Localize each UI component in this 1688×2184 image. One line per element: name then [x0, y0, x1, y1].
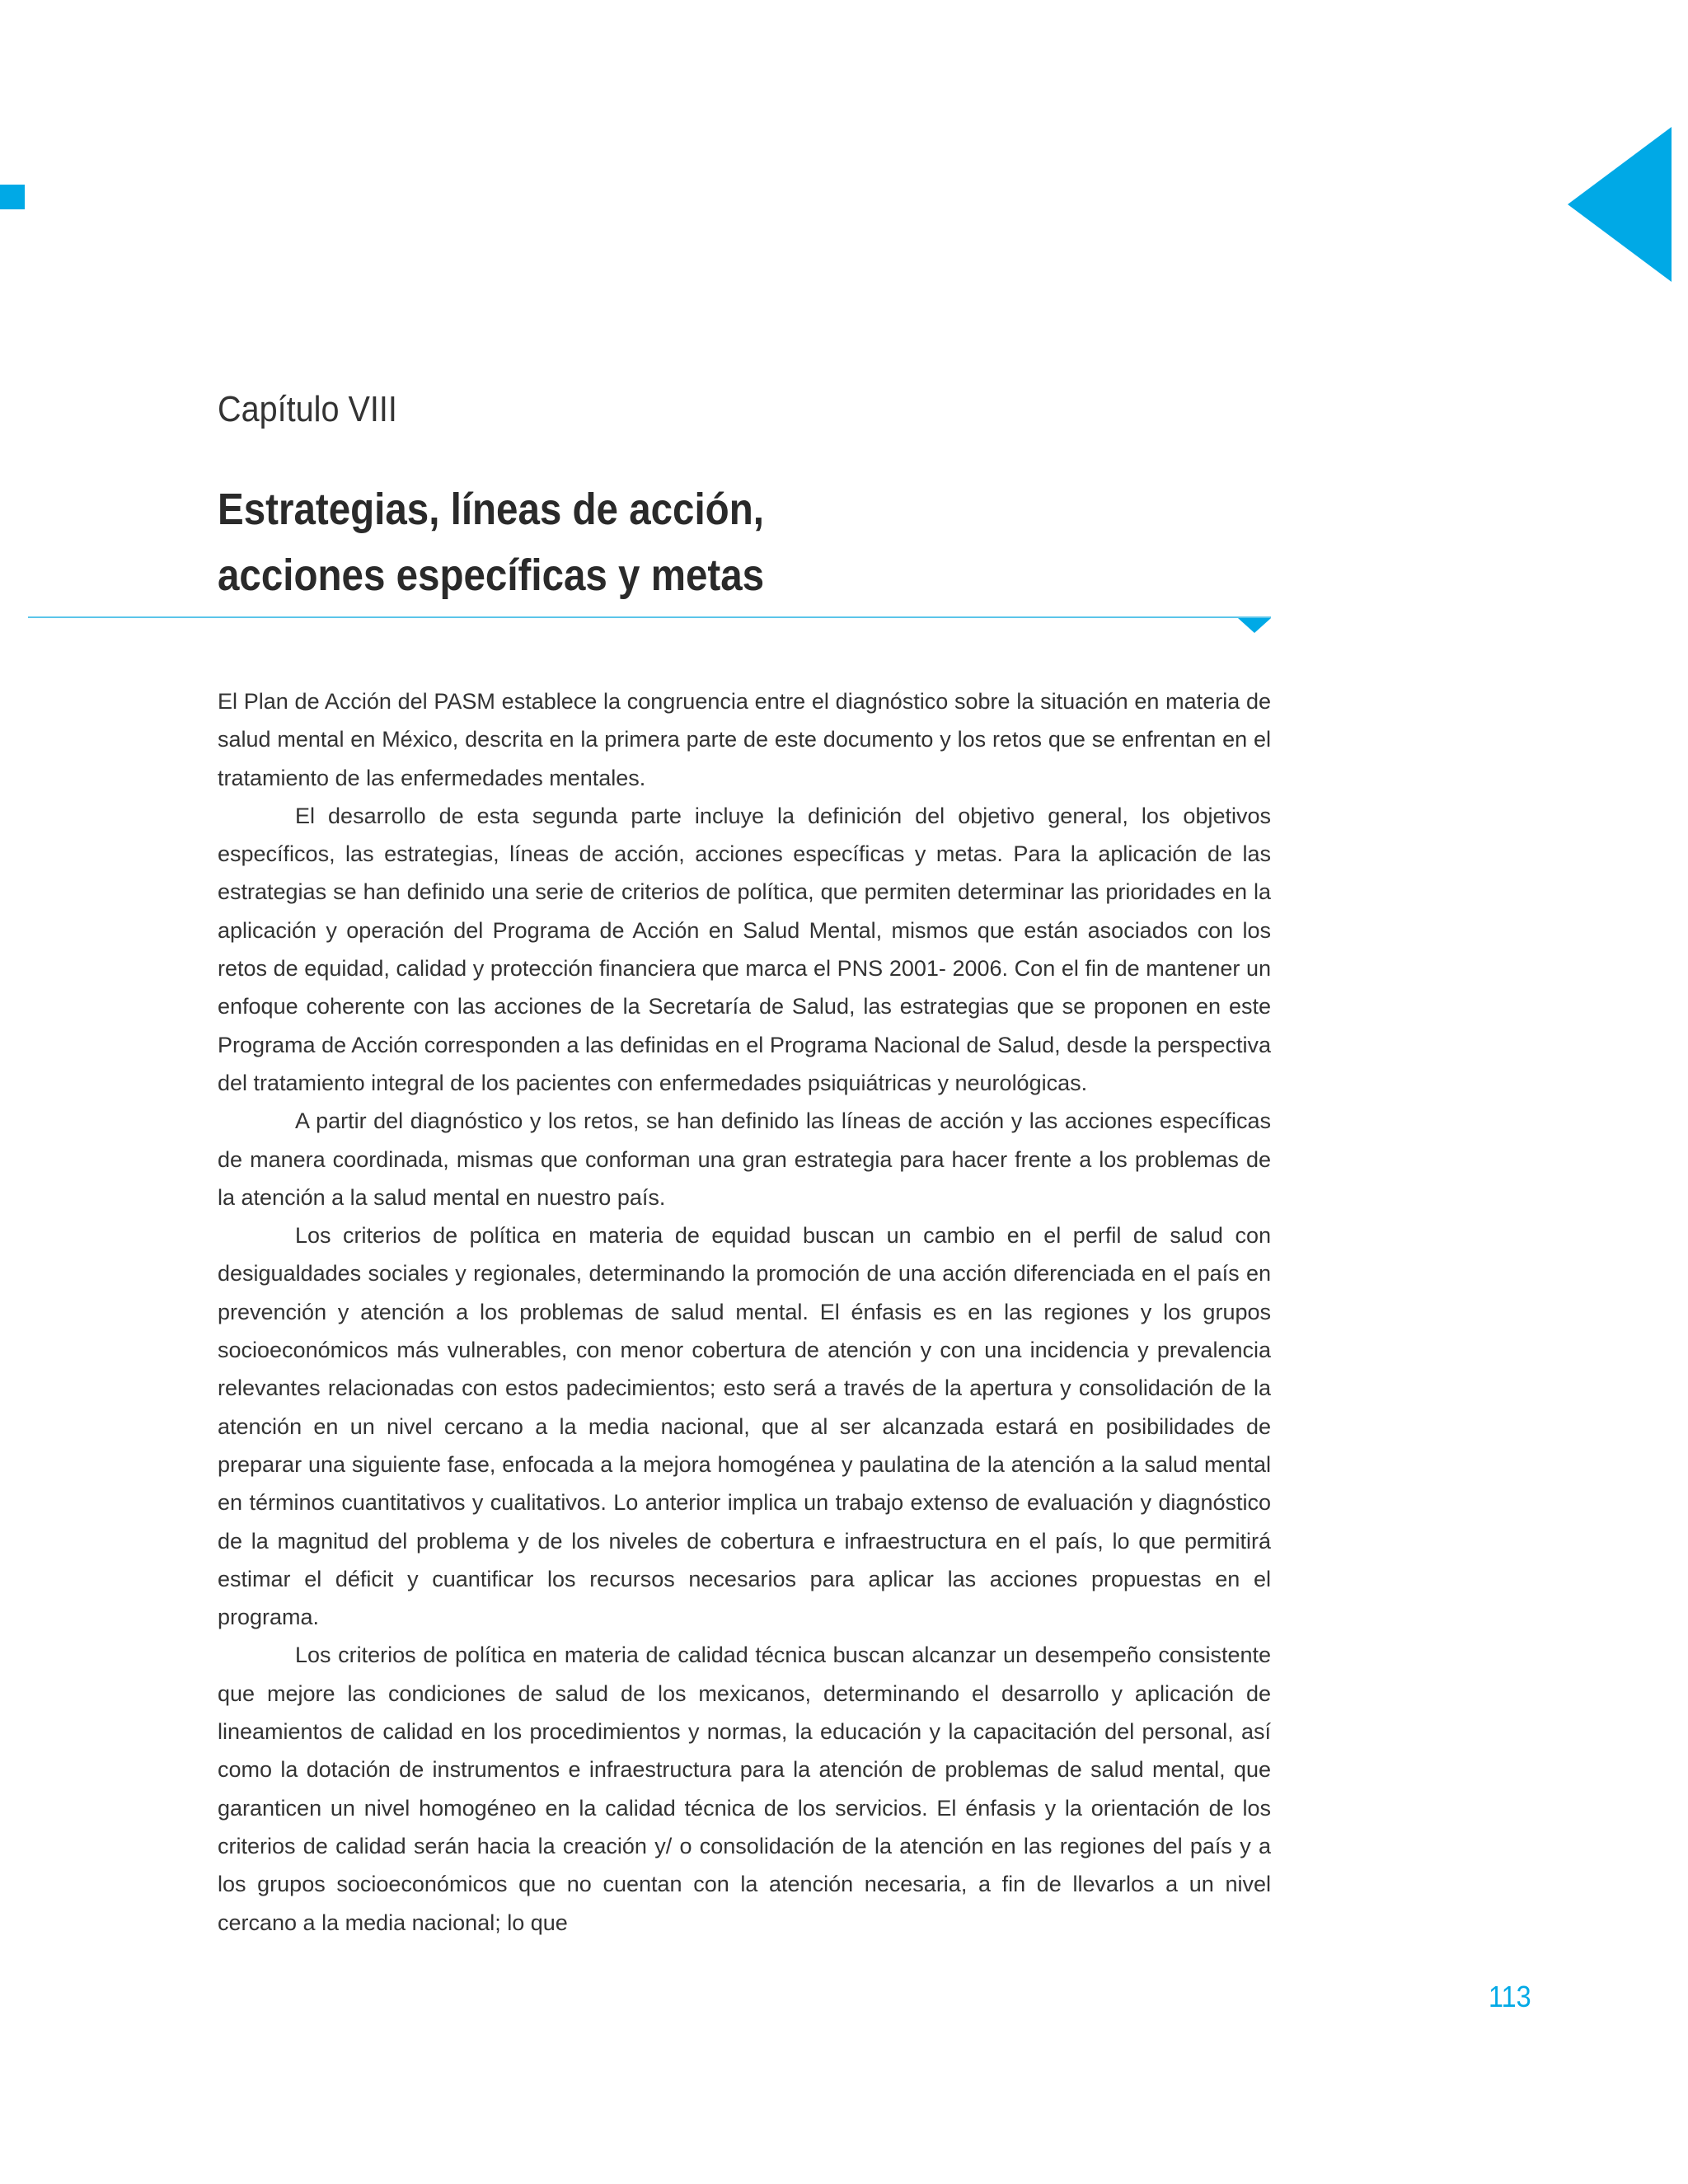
paragraph: El desarrollo de esta segunda parte incluye la definición del objetivo general, los objetivos específicos, las estrategias, líneas de acción, acciones específicas y metas. Para la aplicación de las estrategias se han definido una serie de criterios de política, que permiten determinar las prioridades en la aplicación y operación del Programa de Acción en Salud Mental, mismos que están asociados con los retos de equidad, calidad y protección financiera que marca el PNS 2001- 2006. Con el fin de mantener un enfoque coherente con las acciones de la Secretaría de Salud, las estrategias que se proponen en este Programa de Acción corresponden a las definidas en el Programa Nacional de Salud, desde la perspectiva del tratamiento integral de los pacientes con enfermedades psiquiátricas y neurológicas.: [218, 803, 1271, 1095]
decorative-triangle: [1568, 127, 1672, 282]
chapter-title-line-1: Estrategias, líneas de acción,: [218, 485, 764, 534]
title-divider: [28, 616, 1271, 618]
body-text: [218, 682, 1271, 1942]
decorative-square: [0, 185, 25, 209]
paragraph: A partir del diagnóstico y los retos, se han definido las líneas de acción y las acciones específicas de manera coordinada, mismas que conforman una gran estrategia para hacer frente a los problemas de la atención a la salud mental en nuestro país.: [218, 1108, 1271, 1210]
page-number: 113: [1489, 1980, 1531, 2013]
divider-marker-icon: [1238, 618, 1271, 633]
chapter-label: Capítulo VIII: [218, 389, 397, 429]
chapter-title-line-2: acciones específicas y metas: [218, 551, 765, 600]
paragraph: Los criterios de política en materia de equidad buscan un cambio en el perfil de salud con desigualdades sociales y regionales, determinando la promoción de una acción diferenciada en el país en prevención y atención a los problemas de salud mental. El énfasis es en las regiones y los grupos socioeconómicos más vulnerables, con menor cobertura de atención y con una incidencia y prevalencia relevantes relacionadas con estos padecimientos; esto será a través de la apertura y consolidación de la atención en un nivel cercano a la media nacional, que al ser alcanzada estará en posibilidades de preparar una siguiente fase, enfocada a la mejora homogénea y paulatina de la atención a la salud mental en términos cuantitativos y cualitativos. Lo anterior implica un trabajo extenso de evaluación y diagnóstico de la magnitud del problema y de los niveles de cobertura e infraestructura en el país, lo que permitirá estimar el déficit y cuantificar los recursos necesarios para aplicar las acciones propuestas en el programa.: [218, 1223, 1271, 1630]
paragraph: Los criterios de política en materia de calidad técnica buscan alcanzar un desempeño consistente que mejore las condiciones de salud de los mexicanos, determinando el desarrollo y aplicación de lineamientos de calidad en los procedimientos y normas, la educación y la capacitación del personal, así como la dotación de instrumentos e infraestructura para la atención de problemas de salud mental, que garanticen un nivel homogéneo en la calidad técnica de los servicios. El énfasis y la orientación de los criterios de calidad serán hacia la creación y/ o consolidación de la atención en las regiones del país y a los grupos socioeconómicos que no cuentan con la atención necesaria, a fin de llevarlos a un nivel cercano a la media nacional; lo que: [218, 1643, 1271, 1935]
chapter-title: [218, 476, 1160, 608]
paragraph: El Plan de Acción del PASM establece la congruencia entre el diagnóstico sobre la situación en materia de salud mental en México, descrita en la primera parte de este documento y los retos que se enfrentan en el tratamiento de las enfermedades mentales.: [218, 689, 1271, 790]
